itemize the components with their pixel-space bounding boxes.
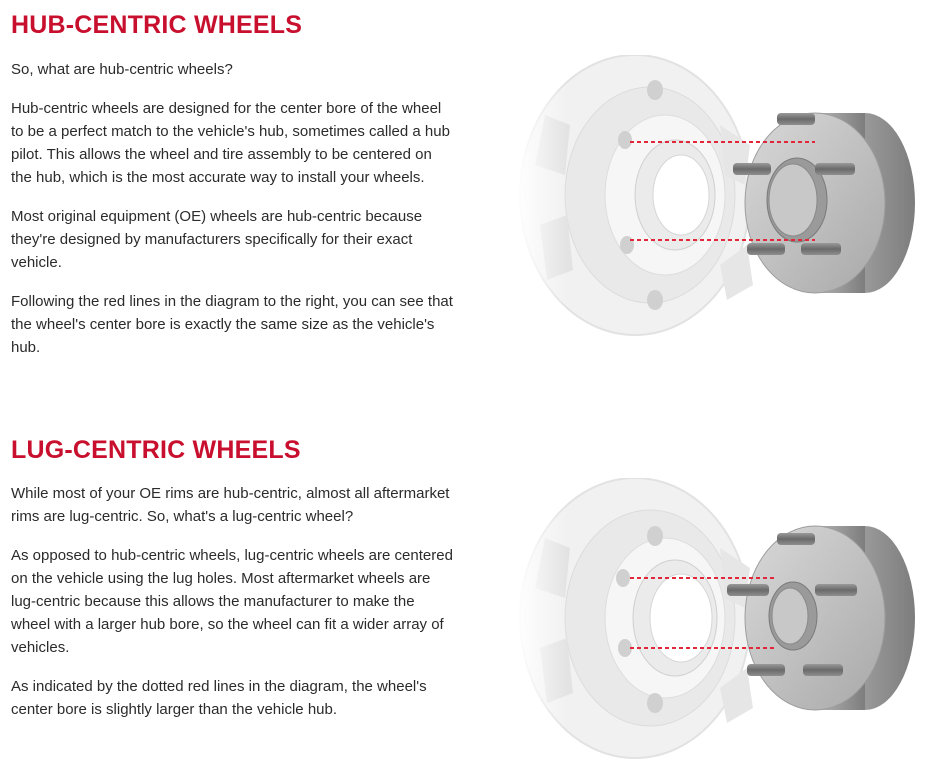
hub-centric-paragraph-2: Hub-centric wheels are designed for the center bore of the wheel to be a perfect match to the vehicle's hub, sometimes called a hub pilot. This allows the wheel and tire assembly to be centered on the hub, which is the most accurate way to install your wheels. [11,100,450,186]
hub-centric-paragraph-4: Following the red lines in the diagram to the right, you can see that the wheel's center bore is exactly the same size as the vehicle's hub. [11,293,453,356]
lug-centric-paragraph-2: As opposed to hub-centric wheels, lug-centric wheels are centered on the vehicle using the lug holes. Most aftermarket wheels are lug-centric because this allows the manufacturer to make the wheel with a larger hub bore, so the wheel can fit a wider array of vehicles. [11,547,453,656]
lug-centric-heading: LUG-CENTRIC WHEELS [11,436,301,464]
vehicle-hub-illustration [727,526,915,710]
wheel-illustration [515,55,753,340]
hub-centric-paragraph-1: So, what are hub-centric wheels? [11,61,233,78]
hub-centric-paragraph-3: Most original equipment (OE) wheels are hub-centric because they're designed by manufacturers specifically for their exact vehicle. [11,208,423,271]
lug-centric-diagram [515,478,925,763]
wheel-illustration [515,478,753,763]
hub-centric-heading: HUB-CENTRIC WHEELS [11,11,303,39]
lug-centric-paragraph-3: As indicated by the dotted red lines in the diagram, the wheel's center bore is slightly larger than the vehicle hub. [11,678,427,718]
vehicle-hub-illustration [733,113,915,293]
lug-centric-paragraph-1: While most of your OE rims are hub-centric, almost all aftermarket rims are lug-centric. So, what's a lug-centric wheel? [11,485,450,525]
hub-centric-diagram [515,55,925,340]
lug-centric-section [11,435,456,721]
hub-centric-section [11,10,456,359]
